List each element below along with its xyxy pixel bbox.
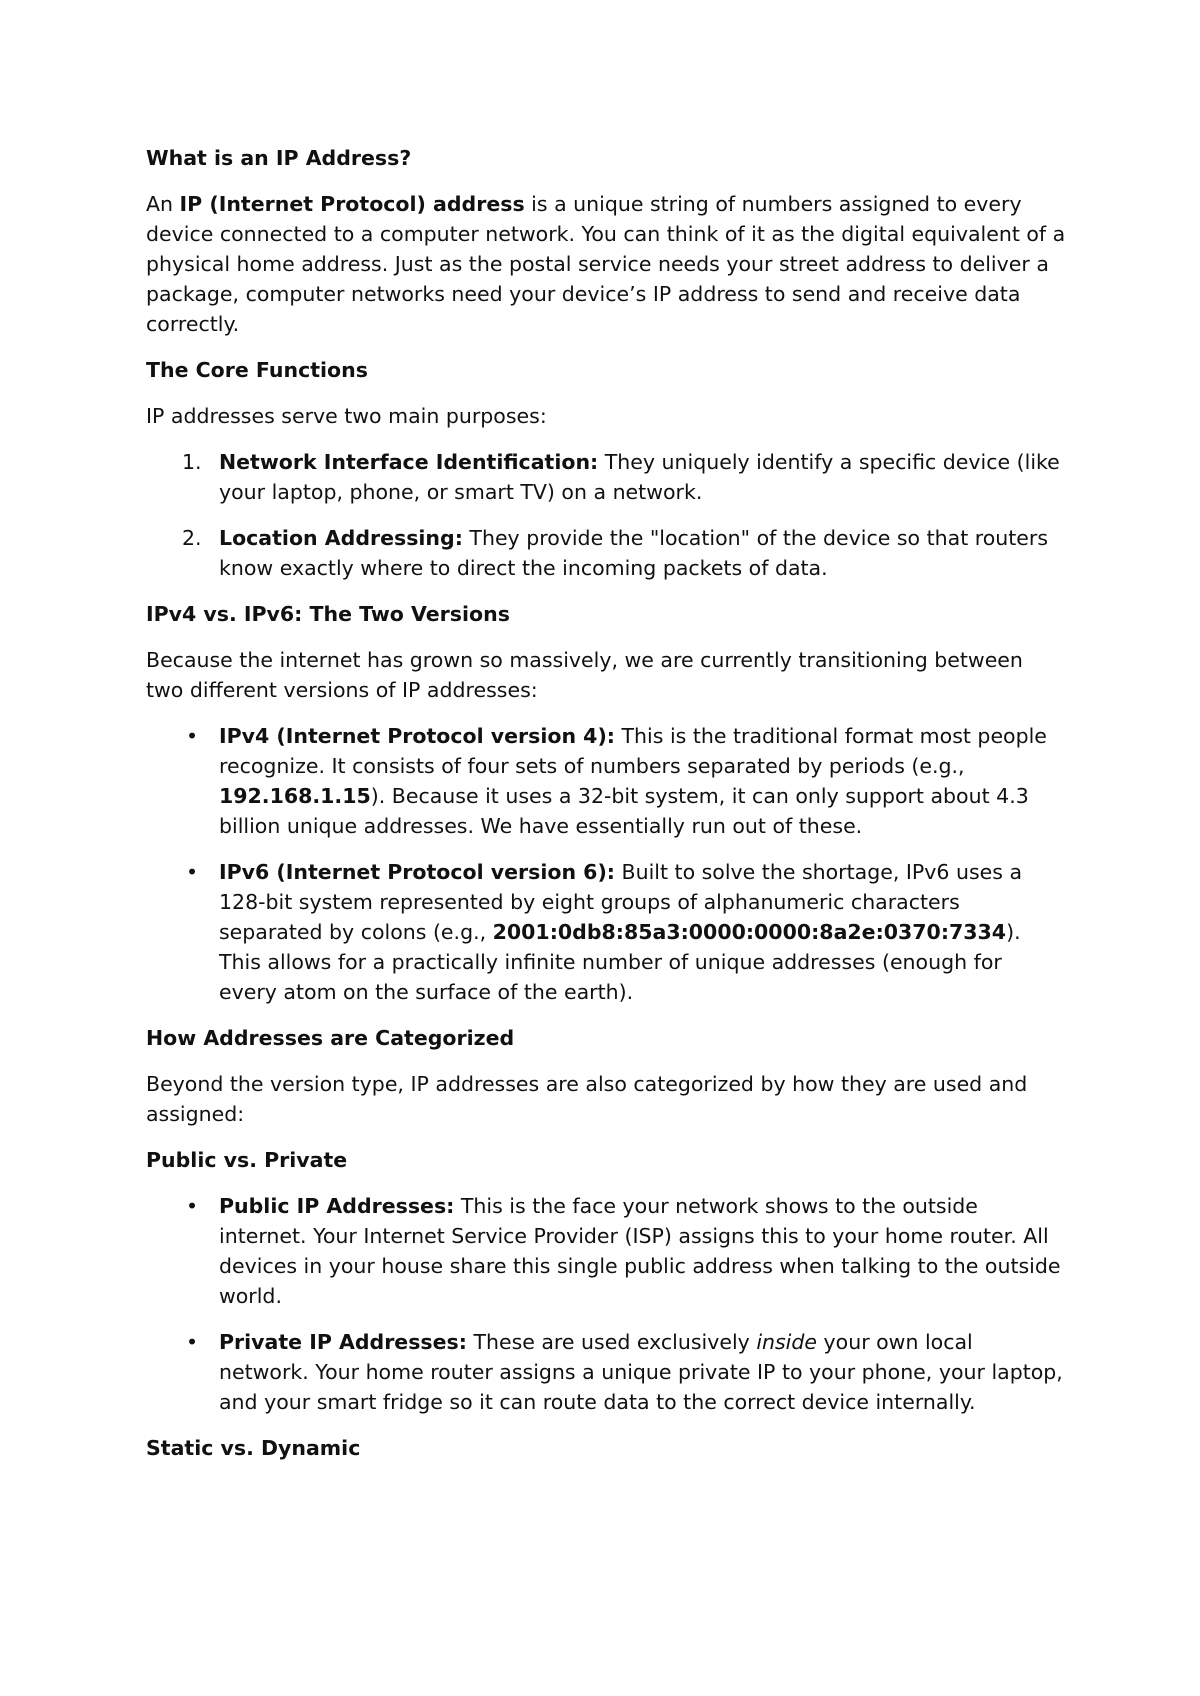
intro-post: is a unique string of numbers assigned to every device connected to a computer network. You can think of it as the digital equivalent of a physical home address. Just as the postal service needs your street address to deliver a package, computer networks need your device’s IP address to send and receive data correctly.: [146, 192, 1066, 336]
versions-list: [146, 721, 1066, 1007]
bullet-icon: •: [186, 860, 199, 884]
ipv6-example: 2001:0db8:85a3:0000:0000:8a2e:0370:7334: [492, 920, 1007, 944]
list-item-text: This is the face your network shows to the outside internet. Your Internet Service Provider (ISP) assigns this to your home router. All devices in your house share this single public address when talking to the outside world.: [219, 1194, 1061, 1308]
list-item-text: This is the traditional format most people recognize. It consists of four sets of numbers separated by periods (e.g.,: [219, 724, 1047, 778]
core-functions-heading: The Core Functions: [146, 358, 368, 382]
document-page: [146, 143, 1066, 1479]
list-number: 1.: [182, 450, 202, 474]
list-item-label: Public IP Addresses:: [219, 1194, 455, 1218]
ipv4-example: 192.168.1.15: [219, 784, 371, 808]
core-functions-lead: IP addresses serve two main purposes:: [146, 404, 547, 428]
list-item-text: These are used exclusively: [466, 1330, 757, 1354]
intro-bold-term: IP (Internet Protocol) address: [179, 192, 525, 216]
emphasis-inside: inside: [756, 1330, 818, 1354]
list-item-text: Built to solve the shortage, IPv6 uses a 128-bit system represented by eight groups of alphanumeric characters separated by colons (e.g.,: [219, 860, 1023, 944]
list-item: [146, 857, 1066, 1007]
bullet-icon: •: [186, 1330, 199, 1354]
versions-lead: Because the internet has grown so massively, we are currently transitioning between two different versions of IP addresses:: [146, 648, 1023, 702]
list-number: 2.: [182, 526, 202, 550]
intro-pre: An: [146, 192, 180, 216]
categorized-lead: Beyond the version type, IP addresses are also categorized by how they are used and assigned:: [146, 1072, 1028, 1126]
static-dynamic-heading: Static vs. Dynamic: [146, 1436, 361, 1460]
list-item: [146, 1191, 1066, 1311]
list-item: [146, 1327, 1066, 1417]
versions-heading: IPv4 vs. IPv6: The Two Versions: [146, 602, 510, 626]
list-item-label: Network Interface Identification:: [219, 450, 599, 474]
categorized-heading: How Addresses are Categorized: [146, 1026, 515, 1050]
public-private-list: [146, 1191, 1066, 1417]
bullet-icon: •: [186, 724, 199, 748]
list-item-text: ). This allows for a practically infinite number of unique addresses (enough for every atom on the surface of the earth).: [219, 920, 1021, 1004]
list-item-label: Private IP Addresses:: [219, 1330, 467, 1354]
list-item-text: ). Because it uses a 32-bit system, it can only support about 4.3 billion unique addresses. We have essentially run out of these.: [219, 784, 1029, 838]
page-title: What is an IP Address?: [146, 146, 412, 170]
list-item-label: IPv6 (Internet Protocol version 6):: [219, 860, 616, 884]
list-item-label: IPv4 (Internet Protocol version 4):: [219, 724, 616, 748]
intro-paragraph: [146, 189, 1066, 339]
list-item-text: They uniquely identify a specific device (like your laptop, phone, or smart TV) on a network.: [219, 450, 1060, 504]
list-item: [146, 447, 1066, 507]
list-item-text: your own local network. Your home router assigns a unique private IP to your phone, your laptop, and your smart fridge so it can route data to the correct device internally.: [219, 1330, 1063, 1414]
list-item-text: They provide the "location" of the device so that routers know exactly where to direct the incoming packets of data.: [219, 526, 1049, 580]
list-item: [146, 721, 1066, 841]
list-item-label: Location Addressing:: [219, 526, 463, 550]
public-private-heading: Public vs. Private: [146, 1148, 348, 1172]
bullet-icon: •: [186, 1194, 199, 1218]
core-functions-list: [146, 447, 1066, 583]
list-item: [146, 523, 1066, 583]
